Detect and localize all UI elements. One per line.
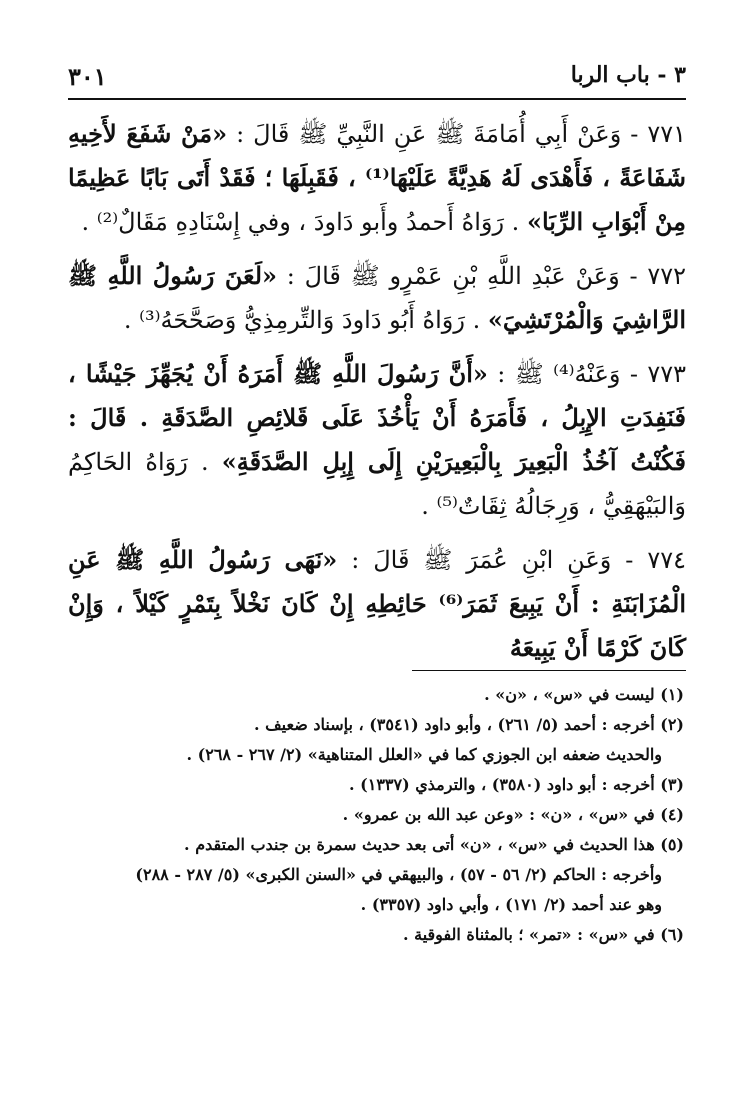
main-text	[68, 112, 686, 680]
footnote-line: (٦) في «س» : «تمر» ؛ بالمثناة الفوقية .	[402, 925, 684, 944]
chapter-title: ٣ - باب الربا	[570, 62, 686, 88]
hadith-772	[68, 254, 686, 342]
hadith-source: . رَوَاهُ أَبُو دَاودَ وَالتِّرمِذِيُّ وَصَحَّحَهُ⁽³⁾ .	[123, 306, 488, 334]
hadith-quote: «نَهَى رَسُولُ اللَّهِ ﷺ عَنِ الْمُزَابَنَةِ : أَنْ يَبِيعَ ثَمَرَ⁽⁶⁾ حَائِطِهِ إِنْ كَانَ نَخْلاً بِتَمْرٍ كَيْلاً ، وَإِنْ كَانَ كَرْمًا أَنْ يَبِيعَهُ	[68, 545, 686, 662]
hadith-771	[68, 112, 686, 244]
footnotes	[68, 680, 684, 950]
hadith-source: . رَوَاهُ الحَاكِمُ وَالبَيْهَقِيُّ ، وَرِجَالُهُ ثِقَاتٌ⁽⁵⁾ .	[68, 448, 686, 520]
hadith-774	[68, 538, 686, 670]
footnote-line: (٤) في «س» ، «ن» : «وعن عبد الله بن عمرو» .	[342, 805, 684, 824]
footnote-line: وأخرجه : الحاكم (٢/ ٥٦ - ٥٧) ، والبيهقي في «السنن الكبرى» (٥/ ٢٨٧ - ٢٨٨)	[135, 865, 662, 884]
hadith-intro: ٧٧٣ - وَعَنْهُ⁽⁴⁾ ﷺ :	[487, 360, 686, 388]
hadith-source: . رَوَاهُ أَحمدُ وأَبو دَاودَ ، وفي إِسْنَادِهِ مَقَالٌ⁽²⁾ .	[81, 208, 527, 236]
hadith-quote: «لَعَنَ رَسُولُ اللَّهِ ﷺ الرَّاشِيَ وَالْمُرْتَشِيَ»	[68, 261, 686, 334]
footnote-line: (٣) أخرجه : أبو داود (٣٥٨٠) ، والترمذي (١٣٣٧) .	[349, 775, 684, 794]
page-header	[68, 60, 686, 96]
footnote-line: والحديث ضعفه ابن الجوزي كما في «العلل المتناهية» (٢/ ٢٦٧ - ٢٦٨) .	[186, 745, 662, 764]
header-divider	[68, 98, 686, 100]
footnote-line: (٢) أخرجه : أحمد (٥/ ٢٦١) ، وأبو داود (٣٥٤١) ، بإسناد ضعيف .	[253, 715, 684, 734]
hadith-quote: «أَنَّ رَسُولَ اللَّهِ ﷺ أَمَرَهُ أَنْ يُجَهِّزَ جَيْشًا ، فَنَفِدَتِ الإِبِلُ ، فَأَمَرَهُ أَنْ يَأْخُذَ عَلَى قَلائِصِ الصَّدَقَةِ . قَالَ : فَكُنْتُ آخُذُ الْبَعِيرَ بِالْبَعِيرَيْنِ إِلَى إِبِلِ الصَّدَقَةِ»	[68, 359, 686, 476]
page-number: ٣٠١	[68, 62, 107, 91]
footnote-divider	[412, 670, 686, 671]
footnote-line: (١) ليست في «س» ، «ن» .	[484, 685, 684, 704]
hadith-773	[68, 352, 686, 528]
footnote-line: وهو عند أحمد (٢/ ١٧١) ، وأبي داود (٣٣٥٧) .	[360, 895, 662, 914]
hadith-quote: «مَنْ شَفَعَ لأَخِيهِ شَفَاعَةً ، فَأَهْدَى لَهُ هَدِيَّةً عَلَيْهَا⁽¹⁾ ، فَقَبِلَهَا ؛ فَقَدْ أَتَى بَابًا عَظِيمًا مِنْ أَبْوَابِ الرِّبَا»	[68, 119, 687, 236]
footnote-line: (٥) هذا الحديث في «س» ، «ن» أتى بعد حديث سمرة بن جندب المتقدم .	[184, 835, 684, 854]
hadith-intro: ٧٧٤ - وَعَنِ ابْنِ عُمَرَ ﷺ قَالَ :	[337, 546, 686, 574]
hadith-intro: ٧٧١ - وَعَنْ أَبِي أُمَامَةَ ﷺ عَنِ النَّبِيِّ ﷺ قَالَ :	[227, 120, 687, 148]
hadith-intro: ٧٧٢ - وَعَنْ عَبْدِ اللَّهِ بْنِ عَمْرٍو ﷺ قَالَ :	[277, 262, 687, 290]
